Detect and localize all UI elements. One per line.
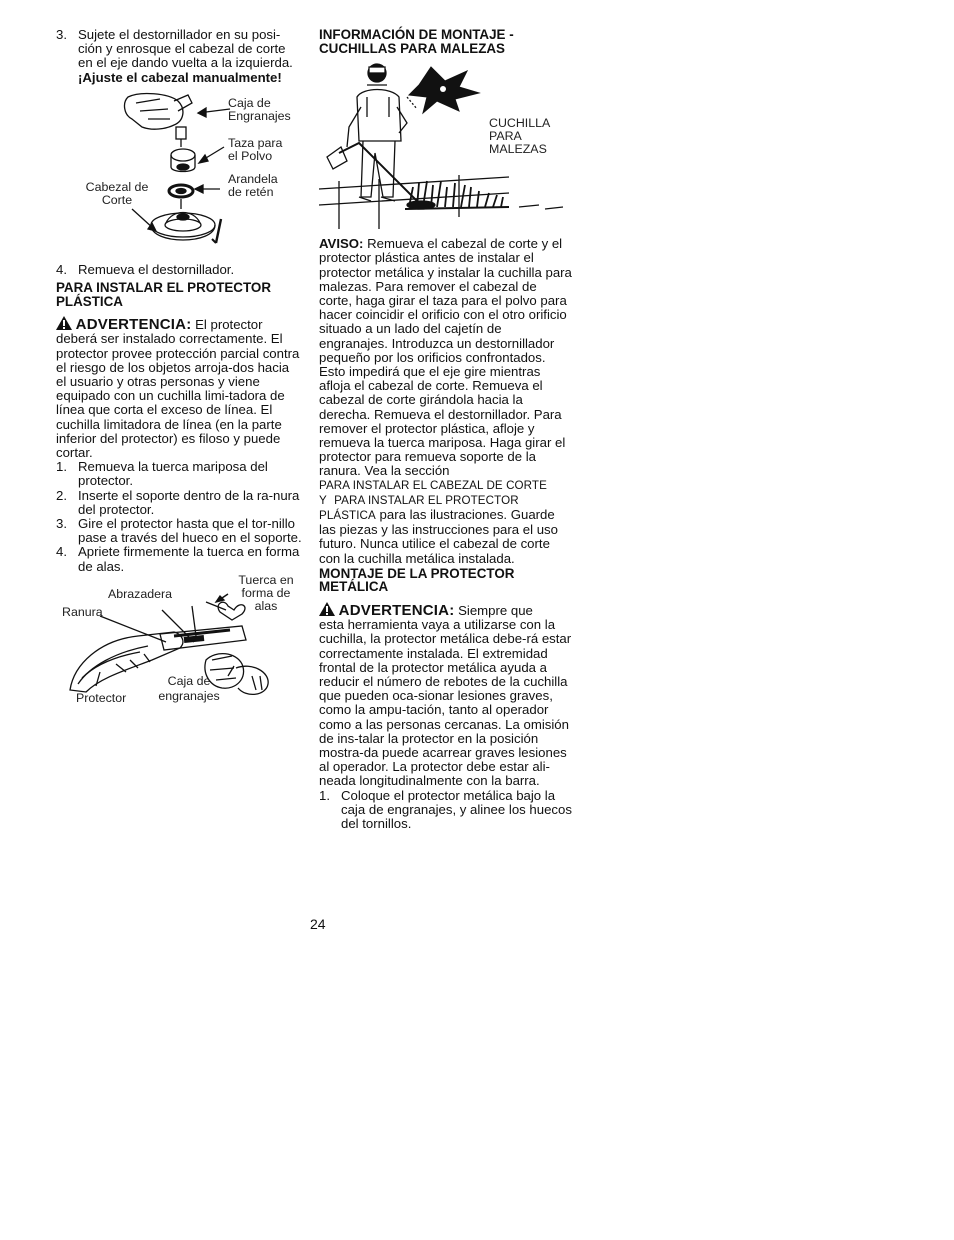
label-cutting-head: Cabezal de Corte: [85, 179, 149, 207]
list-item: 4. Apriete firmemente la tuerca en forma de alas.: [56, 544, 300, 574]
right-column: [319, 28, 573, 831]
left-column: [56, 28, 302, 714]
section-heading-metal-guard: MONTAJE DE LA PROTECTOR METÁLICA: [319, 565, 515, 595]
label-guard: Protector: [76, 690, 127, 705]
list-item: 1. Remueva la tuerca mariposa del protector.: [56, 459, 268, 489]
list-item: 3. Gire el protector hasta que el tor-nillo pase a través del hueco en el soporte.: [56, 516, 302, 546]
steps-install-plastic-guard: [56, 460, 302, 574]
step-1-place-metal-guard: 1. Coloque el protector metálica bajo la caja de engranajes, y alinee los huecos del tornillos.: [319, 787, 572, 832]
label-retaining-washer: Arandela de retén: [228, 171, 278, 199]
label-gearbox-2: Caja de engranajes: [158, 673, 220, 703]
label-wing-nut: Tuerca en forma de alas: [238, 572, 294, 613]
label-bracket: Abrazadera: [108, 586, 173, 601]
warning-plastic-guard: ADVERTENCIA: El protector deberá ser instalado correctamente. El protector provee protección parcial contra el riesgo de los objetos arroja-dos hacia el usuario y otras personas y viene equipado con un cuchilla limi-tadora de línea que corta el exceso de línea. El cuchilla limitadora de línea (en la parte inferior del protector) es filoso y puede cortar.: [56, 316, 300, 461]
step-3-thread-head: 3. Sujete el destornillador en su posi-ción y enrosque el cabezal de corte en el eje dando vuelta a la izquierda. ¡Ajuste el cabezal manualmente!: [56, 27, 293, 85]
list-item: 2. Inserte el soporte dentro de la ra-nura del protector.: [56, 487, 300, 517]
label-gearbox: Caja de Engranajes: [228, 95, 291, 123]
warning-metal-guard: ADVERTENCIA: Siempre que esta herramienta vaya a utilizarse con la cuchilla, la protector metálica debe-rá estar correctamente instalada. El extremidad frontal de la protector metálica ayuda a reducir el número de rebotes de la cuchilla que pueden oca-sionar lesiones graves, como la ampu-tación, tanto al operador como a las personas cercanas. La omisión de ins-talar la protector en la posición mostra-da puede acarrear graves lesiones al operador. La protector debe estar ali-neada longitudinalmente con la barra.: [319, 602, 572, 789]
warning-triangle-icon: [56, 316, 72, 330]
notice-paragraph: AVISO: Remueva el cabezal de corte y el protector plástica antes de instalar el protector metálica y instalar la cuchilla para malezas. Para remover el cabezal de corte, haga girar el taza para el polvo para hacer coincidir el orificio con el otro orificio situado a un lado del cajetín de engranajes. Introduzca un destornillador pequeño por los orificios confrontados. Esto impedirá que el eje gire mientras afloja el cabezal de corte. Remueva el cabezal de corte girándola hacia la derecha. Remueva el destornillador. Para remover el protector plástica, afloje y remueva la tuerca mariposa. Haga girar el protector para remueva soporte de la ranura. Vea la sección PARA INSTALAR EL CABEZAL DE CORTE Y PARA INSTALAR EL PROTECTOR PLÁSTICA para las ilustraciones. Guarde las piezas y las instrucciones para el uso futuro. Nunca utilice el cabezal de corte con la cuchilla metálica instalada.: [319, 236, 572, 566]
figure-cutting-head-parts: [56, 89, 302, 259]
figure-plastic-guard-assembly: [56, 572, 302, 714]
page-number: 24: [310, 916, 326, 932]
step-4-remove-screwdriver: 4. Remueva el destornillador.: [56, 261, 235, 277]
label-brush-blade: CUCHILLA PARA MALEZAS: [489, 116, 550, 157]
section-heading-install-plastic-guard: PARA INSTALAR EL PROTECTOR PLÁSTICA: [56, 280, 271, 309]
section-heading-blade-assembly: INFORMACIÓN DE MONTAJE - CUCHILLAS PARA MALEZAS: [319, 27, 514, 56]
label-dust-cup: Taza para el Polvo: [228, 135, 283, 163]
warning-triangle-icon: [319, 602, 335, 616]
figure-operator-with-blade: [319, 57, 573, 233]
label-slot: Ranura: [62, 604, 103, 619]
